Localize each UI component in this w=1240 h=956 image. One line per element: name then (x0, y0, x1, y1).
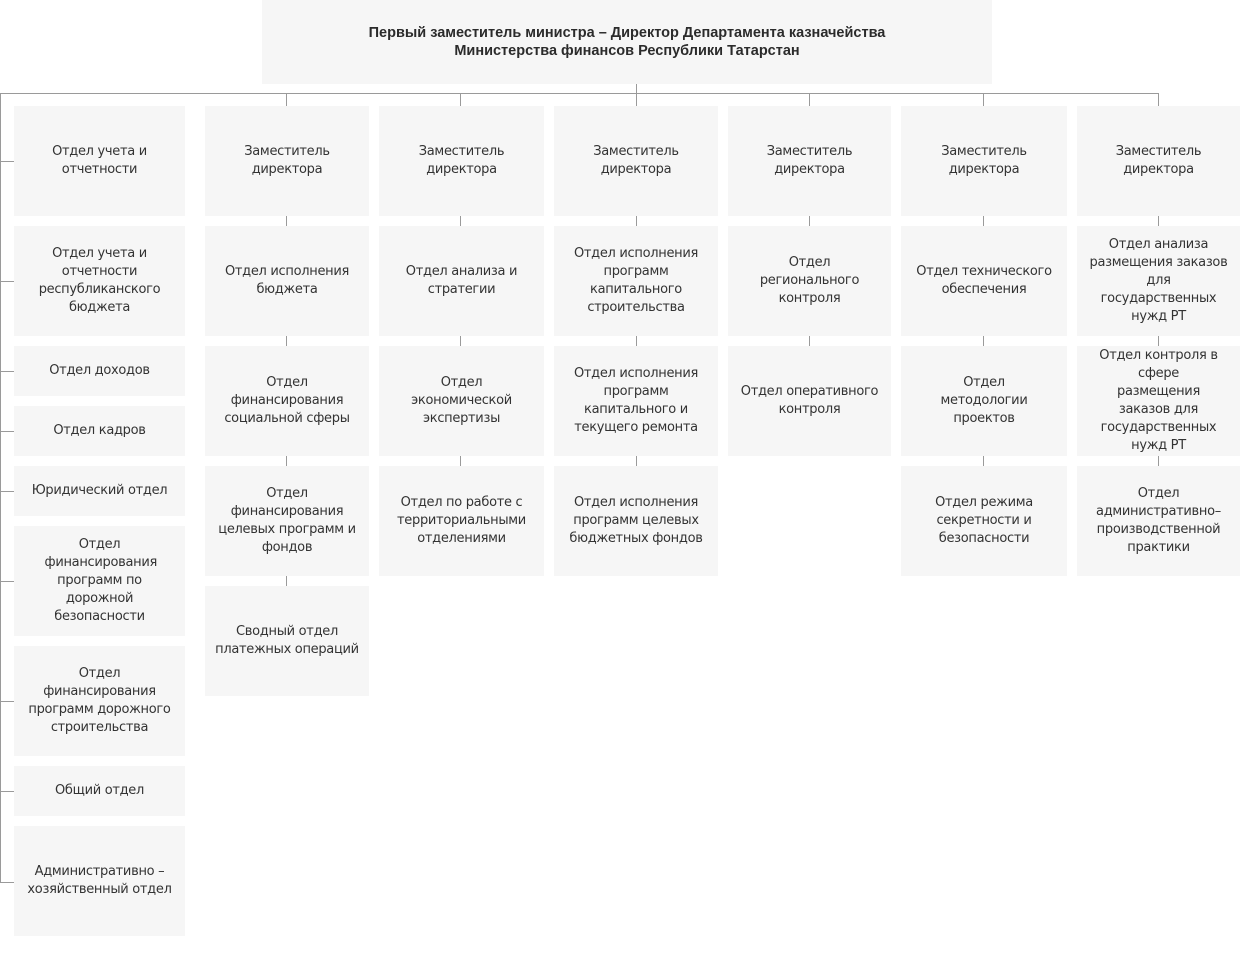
dept-box (1077, 346, 1240, 456)
dept-box (205, 586, 369, 696)
dept-box (728, 226, 891, 336)
connector-col1 (286, 456, 287, 466)
dept-box (205, 226, 369, 336)
dept-label: Отдел анализа размещения заказов для государственных нужд РТ (1089, 237, 1228, 324)
dept-label: Отдел административно–производственной практики (1096, 486, 1221, 555)
connector-col3 (636, 336, 637, 346)
connector-col1 (286, 576, 287, 586)
connector-col6 (1158, 216, 1159, 226)
dept-label: Отдел финансирования программ по дорожной безопасности (44, 537, 158, 624)
deputy-box (728, 106, 891, 216)
dept-box (379, 226, 544, 336)
connector-col5 (983, 216, 984, 226)
deputy-box (554, 106, 718, 216)
deputy-label: Заместитель директора (418, 144, 505, 177)
dept-box (728, 346, 891, 456)
connector-left-spine (0, 93, 1, 883)
dept-label: Отдел методологии проектов (940, 375, 1028, 426)
connector-col4 (809, 216, 810, 226)
dept-box (901, 466, 1067, 576)
dept-box (14, 526, 185, 636)
connector-tick (0, 701, 14, 702)
connector-branch-5 (983, 93, 984, 106)
dept-box (554, 226, 718, 336)
dept-box (379, 466, 544, 576)
dept-label: Отдел финансирования социальной сферы (224, 375, 350, 426)
dept-label: Отдел экономической экспертизы (411, 375, 512, 426)
connector-tick (0, 791, 14, 792)
director-box (262, 0, 992, 84)
dept-box (205, 346, 369, 456)
dept-box (901, 346, 1067, 456)
deputy-box (1077, 106, 1240, 216)
deputy-label: Заместитель директора (941, 144, 1027, 177)
deputy-label: Заместитель директора (244, 144, 330, 177)
dept-box (14, 766, 185, 816)
dept-box (14, 226, 185, 336)
deputy-label: Заместитель директора (766, 144, 853, 177)
dept-box (379, 346, 544, 456)
deputy-label: Заместитель директора (1115, 144, 1202, 177)
connector-tick (0, 161, 14, 162)
connector-branch-6 (1158, 93, 1159, 106)
dept-box (14, 106, 185, 216)
connector-col4 (809, 336, 810, 346)
connector-col1 (286, 216, 287, 226)
dept-label: Отдел исполнения программ капитального и текущего ремонта (573, 366, 699, 435)
dept-label: Отдел финансирования целевых программ и фондов (218, 486, 356, 555)
connector-branch-3 (636, 93, 637, 106)
dept-box (901, 226, 1067, 336)
connector-branch-1 (286, 93, 287, 106)
dept-box (554, 346, 718, 456)
dept-box (1077, 466, 1240, 576)
connector-col2 (460, 336, 461, 346)
dept-box (554, 466, 718, 576)
dept-box (14, 406, 185, 456)
connector-top-stem (636, 84, 637, 93)
deputy-box (901, 106, 1067, 216)
deputy-box (379, 106, 544, 216)
dept-box (205, 466, 369, 576)
dept-label: Отдел исполнения программ капитального строительства (573, 246, 699, 315)
dept-label: Отдел технического обеспечения (916, 264, 1052, 297)
dept-label: Отдел доходов (49, 363, 150, 378)
connector-col2 (460, 456, 461, 466)
director-title-line1: Первый заместитель министра – Директор Департамента казначейства (368, 25, 886, 41)
dept-label: Отдел регионального контроля (759, 255, 860, 306)
dept-label: Отдел учета и отчетности (52, 144, 147, 177)
connector-tick (0, 491, 14, 492)
connector-branch-2 (460, 93, 461, 106)
dept-box (14, 646, 185, 756)
director-title-line2: Министерства финансов Республики Татарстан (454, 43, 800, 59)
deputy-label: Заместитель директора (593, 144, 679, 177)
dept-label: Отдел исполнения бюджета (224, 264, 350, 297)
dept-label: Сводный отдел платежных операций (215, 624, 359, 657)
connector-horizontal-bus (0, 93, 1159, 94)
connector-branch-4 (809, 93, 810, 106)
connector-tick (0, 371, 14, 372)
connector-col6 (1158, 336, 1159, 346)
dept-label: Юридический отдел (31, 483, 168, 498)
dept-box (14, 346, 185, 396)
deputy-box (205, 106, 369, 216)
connector-col2 (460, 216, 461, 226)
connector-tick (0, 281, 14, 282)
dept-label: Отдел финансирования программ дорожного строительства (28, 666, 171, 735)
dept-box (14, 466, 185, 516)
dept-label: Отдел кадров (53, 423, 146, 438)
dept-label: Административно – хозяйственный отдел (27, 864, 172, 897)
dept-label: Отдел оперативного контроля (740, 384, 879, 417)
connector-tick (0, 581, 14, 582)
dept-box (1077, 226, 1240, 336)
dept-label: Отдел анализа и стратегии (405, 264, 518, 297)
connector-col3 (636, 216, 637, 226)
dept-label: Общий отдел (54, 783, 145, 798)
dept-label: Отдел контроля в сфере размещения заказов для государственных нужд РТ (1099, 348, 1218, 453)
dept-label: Отдел по работе с территориальными отделениями (397, 495, 526, 546)
connector-col6 (1158, 456, 1159, 466)
connector-col1 (286, 336, 287, 346)
dept-label: Отдел исполнения программ целевых бюджетных фондов (569, 495, 703, 546)
connector-tick (0, 431, 14, 432)
dept-label: Отдел режима секретности и безопасности (935, 495, 1033, 546)
connector-col5 (983, 336, 984, 346)
connector-col5 (983, 456, 984, 466)
connector-tick (0, 882, 14, 883)
dept-box (14, 826, 185, 936)
connector-col3 (636, 456, 637, 466)
dept-label: Отдел учета и отчетности республиканского бюджета (38, 246, 161, 315)
